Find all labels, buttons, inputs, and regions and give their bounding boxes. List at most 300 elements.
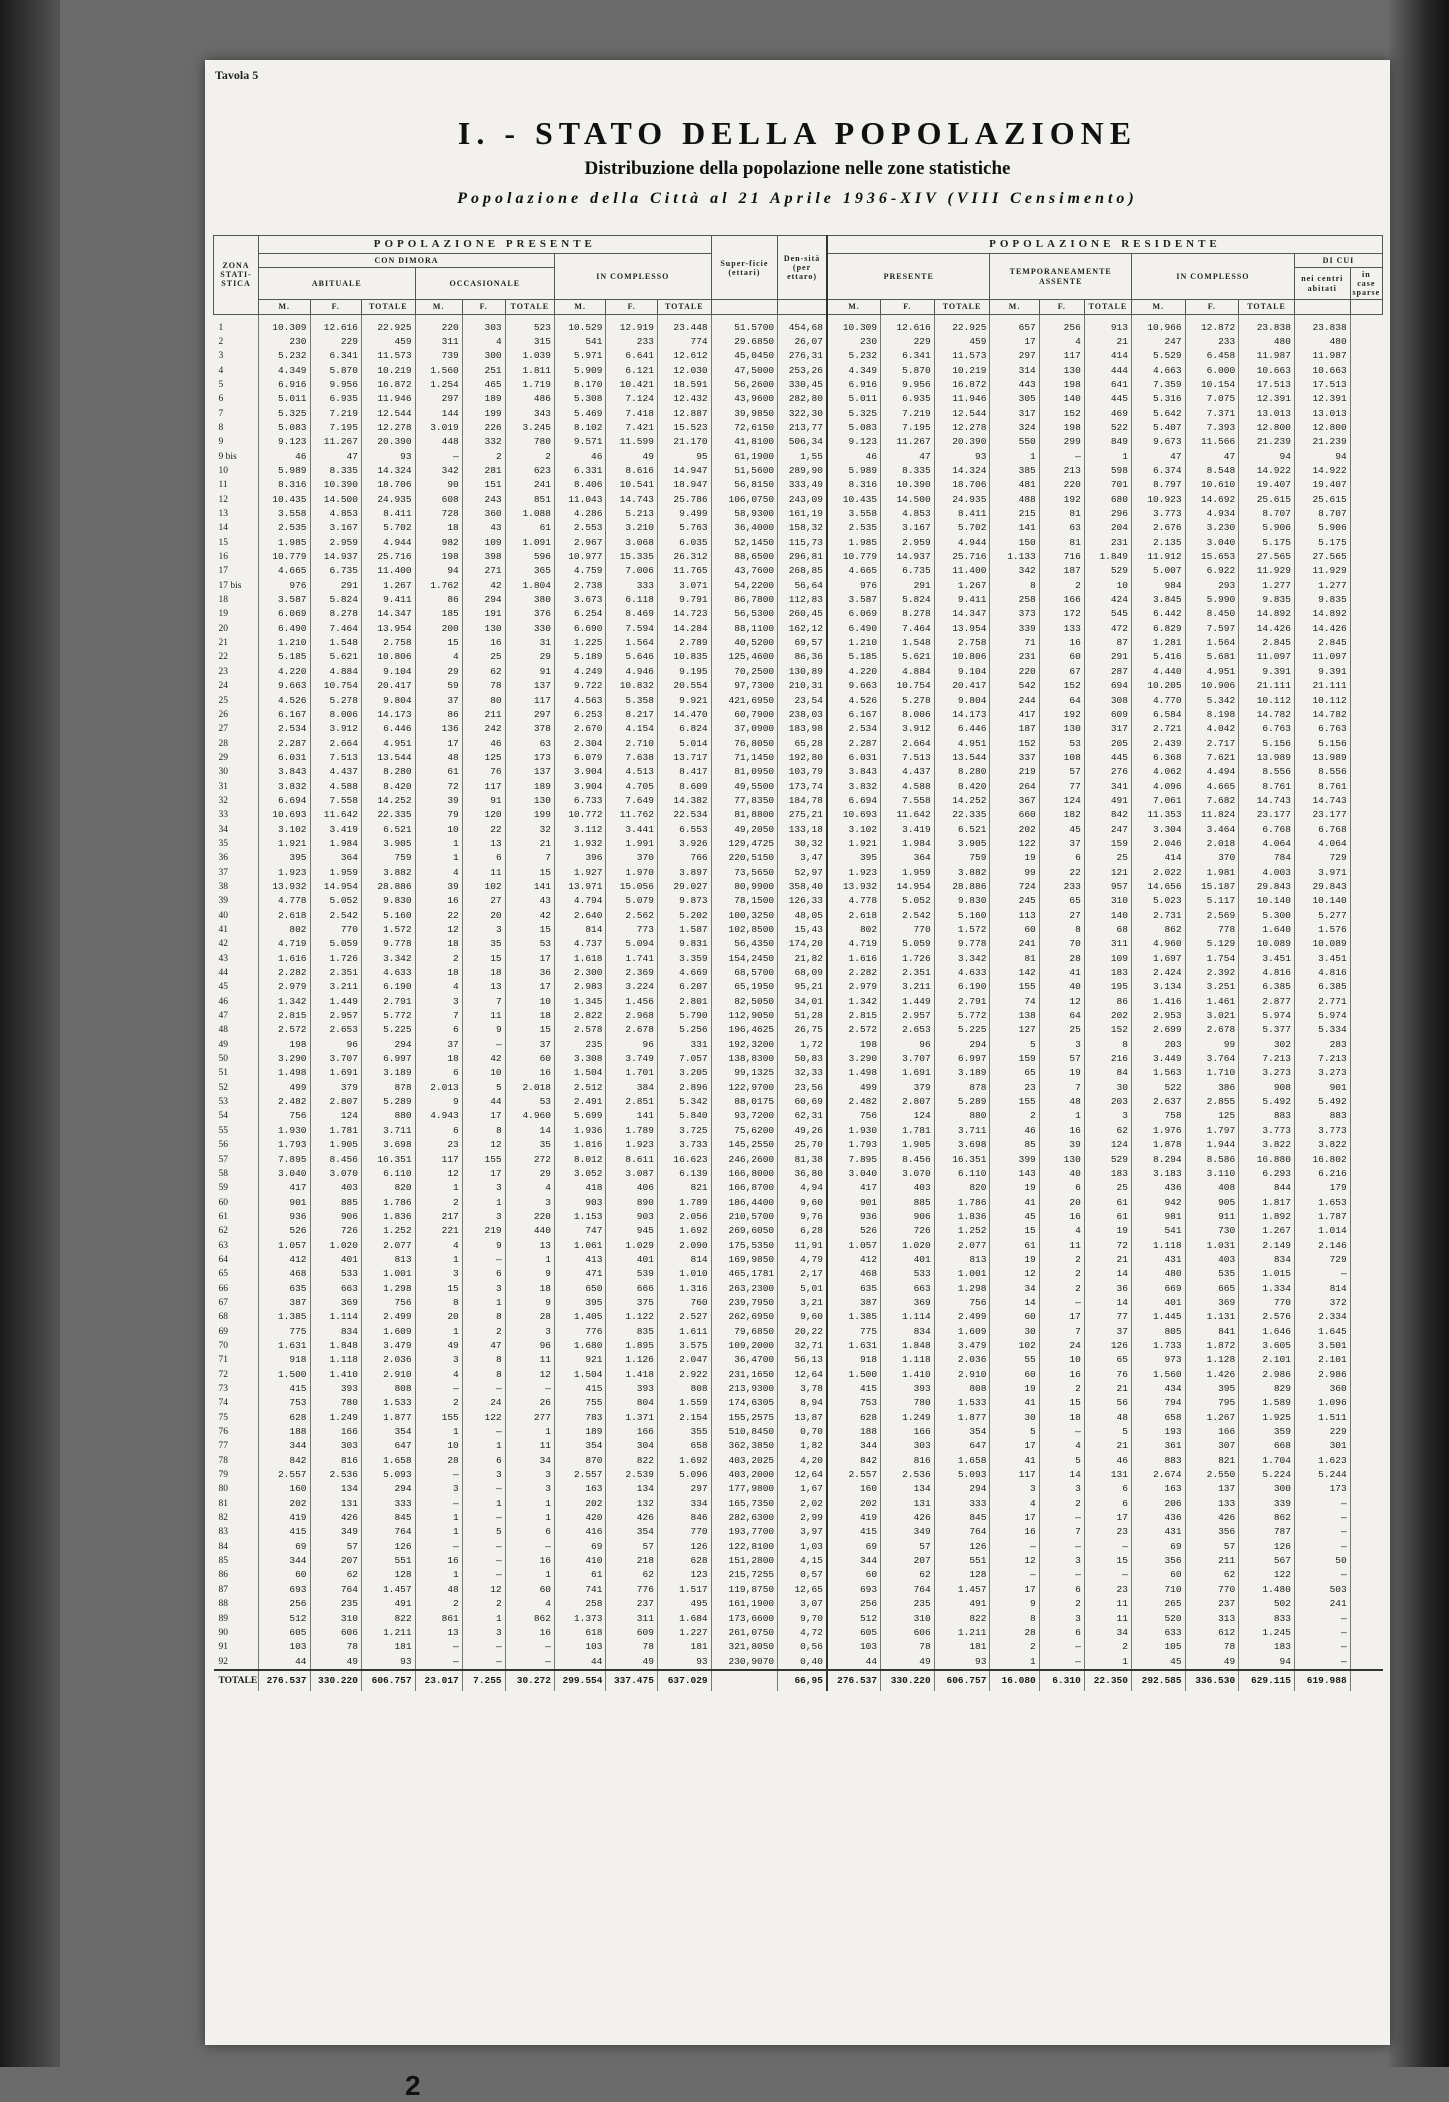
table-cell: 158,32: [778, 521, 827, 535]
table-cell: 2.369: [606, 966, 657, 980]
table-cell: —: [1294, 1525, 1350, 1539]
table-cell: 10.140: [1294, 894, 1350, 908]
table-cell: 86: [415, 708, 462, 722]
table-cell: 3,78: [778, 1382, 827, 1396]
table-cell: 1.589: [1239, 1396, 1295, 1410]
table-cell: 2.282: [827, 966, 881, 980]
table-cell: 14.324: [361, 464, 415, 478]
table-cell: 2.499: [934, 1310, 990, 1324]
table-cell: 7.638: [606, 751, 657, 765]
table-row: [214, 665, 1383, 679]
table-cell: —: [1039, 450, 1084, 464]
table-cell: 5.059: [310, 937, 361, 951]
table-cell: 635: [259, 1282, 310, 1296]
table-cell: 1.342: [827, 995, 881, 1009]
table-cell: 42: [462, 579, 505, 593]
table-cell: 780: [505, 435, 554, 449]
table-cell: 7: [1039, 1081, 1084, 1095]
table-cell: 6.190: [934, 980, 990, 994]
table-cell: 12.278: [934, 421, 990, 435]
table-cell: 343: [505, 407, 554, 421]
table-cell: 1: [462, 1196, 505, 1210]
table-cell: 80: [462, 694, 505, 708]
col-blank: [778, 300, 827, 314]
table-cell: 2.101: [1294, 1353, 1350, 1367]
table-cell: 10.205: [1131, 679, 1185, 693]
table-cell: 418: [554, 1181, 605, 1195]
table-cell: 56,4350: [711, 937, 777, 951]
table-cell: 10.390: [881, 478, 935, 492]
table-cell: 133: [1185, 1497, 1239, 1511]
table-cell: 6.694: [827, 794, 881, 808]
table-cell: 7.393: [1185, 421, 1239, 435]
table-cell: 53: [505, 1095, 554, 1109]
table-cell: 3.224: [606, 980, 657, 994]
table-cell: 10.390: [310, 478, 361, 492]
zone-cell: 21: [218, 638, 228, 649]
table-cell: 5.989: [827, 464, 881, 478]
table-cell: 126: [361, 1540, 415, 1554]
table-cell: 403: [1185, 1253, 1239, 1267]
table-cell: 138,8300: [711, 1052, 777, 1066]
table-cell: [1350, 1052, 1382, 1066]
table-cell: 5.870: [310, 364, 361, 378]
table-cell: 137: [1185, 1482, 1239, 1496]
table-cell: 426: [881, 1511, 935, 1525]
table-cell: 1.298: [361, 1282, 415, 1296]
table-cell: 8.316: [259, 478, 310, 492]
table-cell: 520: [1131, 1612, 1185, 1626]
table-cell: 16: [1039, 636, 1084, 650]
table-cell: 7.061: [1131, 794, 1185, 808]
table-cell: 155: [415, 1411, 462, 1425]
table-row: [214, 1425, 1383, 1439]
table-cell: 2.499: [361, 1310, 415, 1324]
table-cell: 6.490: [259, 622, 310, 636]
table-cell: 1.646: [1239, 1325, 1295, 1339]
table-cell: 2.536: [310, 1468, 361, 1482]
table-cell: [1350, 1038, 1382, 1052]
table-row: [214, 880, 1383, 894]
table-cell: 4.944: [361, 536, 415, 550]
table-cell: 845: [934, 1511, 990, 1525]
table-cell: 90: [415, 478, 462, 492]
table-cell: 131: [1084, 1468, 1131, 1482]
table-cell: 152: [990, 737, 1039, 751]
table-cell: 11.353: [1131, 808, 1185, 822]
table-cell: 14.347: [361, 607, 415, 621]
table-cell: 260,45: [778, 607, 827, 621]
table-cell: 414: [1084, 349, 1131, 363]
table-row: [214, 593, 1383, 607]
table-cell: 680: [1084, 493, 1131, 507]
table-cell: —: [990, 1540, 1039, 1554]
table-cell: 71,1450: [711, 751, 777, 765]
table-cell: 61: [415, 765, 462, 779]
table-cell: 921: [554, 1353, 605, 1367]
table-cell: 49: [881, 1655, 935, 1670]
table-cell: 491: [934, 1597, 990, 1611]
table-cell: 3.905: [934, 837, 990, 851]
table-cell: 12.030: [657, 364, 711, 378]
table-cell: 3: [462, 1210, 505, 1224]
table-cell: [1350, 636, 1382, 650]
table-cell: 75,6200: [711, 1124, 777, 1138]
table-cell: 169,9850: [711, 1253, 777, 1267]
table-cell: 20.554: [657, 679, 711, 693]
table-cell: 6.167: [827, 708, 881, 722]
table-cell: 202: [1084, 1009, 1131, 1023]
table-row: [214, 1038, 1383, 1052]
table-cell: 3: [462, 1468, 505, 1482]
table-cell: [1350, 1267, 1382, 1281]
table-cell: 2.771: [1294, 995, 1350, 1009]
zone-cell: 31: [218, 781, 228, 792]
table-row: [214, 364, 1383, 378]
table-cell: 14.892: [1239, 607, 1295, 621]
table-cell: 10: [415, 823, 462, 837]
table-cell: 1.057: [259, 1239, 310, 1253]
zone-cell: 76: [218, 1427, 228, 1438]
table-cell: 1.985: [259, 536, 310, 550]
table-cell: 1.029: [606, 1239, 657, 1253]
table-cell: 11.642: [310, 808, 361, 822]
table-cell: 1.456: [606, 995, 657, 1009]
table-cell: 1.020: [310, 1239, 361, 1253]
table-cell: 2.557: [827, 1468, 881, 1482]
table-cell: 16: [415, 894, 462, 908]
zone-cell: 55: [218, 1125, 228, 1136]
table-cell: 166: [881, 1425, 935, 1439]
zone-cell: 35: [218, 838, 228, 849]
table-cell: 78,1500: [711, 894, 777, 908]
table-cell: 3.021: [1185, 1009, 1239, 1023]
table-cell: 303: [462, 314, 505, 335]
table-cell: 3.205: [657, 1066, 711, 1080]
table-cell: 18: [415, 966, 462, 980]
table-cell: 19: [990, 1253, 1039, 1267]
table-cell: 6: [505, 1525, 554, 1539]
table-cell: 42: [505, 909, 554, 923]
table-cell: 17: [415, 737, 462, 751]
table-cell: 387: [827, 1296, 881, 1310]
table-cell: 189: [554, 1425, 605, 1439]
table-cell: 911: [1185, 1210, 1239, 1224]
table-cell: 125: [1185, 1109, 1239, 1123]
table-cell: 175,5350: [711, 1239, 777, 1253]
table-cell: 1: [415, 1253, 462, 1267]
table-cell: 4.064: [1239, 837, 1295, 851]
table-cell: 29.843: [1294, 880, 1350, 894]
table-cell: 296,81: [778, 550, 827, 564]
table-cell: 5.469: [554, 407, 605, 421]
table-cell: 154,2450: [711, 952, 777, 966]
table-cell: [1350, 1583, 1382, 1597]
table-cell: 7.513: [881, 751, 935, 765]
table-cell: 15.056: [606, 880, 657, 894]
table-cell: 60: [259, 1568, 310, 1582]
table-cell: 6.216: [1294, 1167, 1350, 1181]
table-cell: 21: [505, 837, 554, 851]
table-cell: 310: [881, 1612, 935, 1626]
table-cell: 60: [505, 1583, 554, 1597]
table-cell: 3.308: [554, 1052, 605, 1066]
table-row: [214, 1153, 1383, 1167]
table-cell: 2: [1039, 1267, 1084, 1281]
table-cell: 181: [361, 1640, 415, 1654]
table-cell: 76: [1084, 1368, 1131, 1382]
table-cell: [1350, 765, 1382, 779]
table-cell: 3.342: [934, 952, 990, 966]
table-cell: [1350, 1296, 1382, 1310]
of-which-header: DI CUI: [1294, 253, 1382, 267]
table-row: [214, 1382, 1383, 1396]
zone-cell: 66: [218, 1283, 228, 1294]
table-cell: 6.031: [259, 751, 310, 765]
table-cell: 18: [505, 1009, 554, 1023]
table-cell: 211: [462, 708, 505, 722]
table-cell: 360: [1294, 1382, 1350, 1396]
table-cell: 8.761: [1294, 780, 1350, 794]
table-cell: 247: [1084, 823, 1131, 837]
table-cell: 51,5600: [711, 464, 777, 478]
table-cell: 364: [881, 851, 935, 865]
table-cell: 3: [990, 1482, 1039, 1496]
table-cell: 233: [1185, 335, 1239, 349]
table-cell: [1350, 1411, 1382, 1425]
table-cell: 2,17: [778, 1267, 827, 1281]
table-cell: 78: [310, 1640, 361, 1654]
table-cell: 268,85: [778, 564, 827, 578]
table-cell: 231: [1084, 536, 1131, 550]
table-cell: 6: [415, 1023, 462, 1037]
table-cell: 25: [1039, 1023, 1084, 1037]
table-cell: 300: [462, 349, 505, 363]
table-cell: 237: [1185, 1597, 1239, 1611]
table-cell: 10.754: [881, 679, 935, 693]
table-cell: 11: [1084, 1597, 1131, 1611]
table-cell: [1350, 521, 1382, 535]
table-cell: 1: [415, 851, 462, 865]
table-cell: 198: [415, 550, 462, 564]
table-cell: 1: [1084, 450, 1131, 464]
table-cell: 1.517: [657, 1583, 711, 1597]
table-row: [214, 478, 1383, 492]
table-cell: 231,1650: [711, 1368, 777, 1382]
table-cell: 9.778: [361, 937, 415, 951]
table-cell: 18: [505, 1282, 554, 1296]
table-cell: [1350, 995, 1382, 1009]
table-cell: 488: [990, 493, 1039, 507]
table-cell: 3.971: [1294, 866, 1350, 880]
table-cell: 122,8100: [711, 1540, 777, 1554]
table-row: [214, 1339, 1383, 1353]
table-cell: 49: [415, 1339, 462, 1353]
table-cell: 6.069: [827, 607, 881, 621]
table-cell: 5.225: [361, 1023, 415, 1037]
table-cell: 211: [1185, 1554, 1239, 1568]
table-cell: 4: [505, 1181, 554, 1195]
table-cell: 2.664: [310, 737, 361, 751]
table-cell: 976: [259, 579, 310, 593]
zone-cell: 38: [218, 881, 228, 892]
table-cell: 191: [462, 607, 505, 621]
table-cell: 981: [1131, 1210, 1185, 1224]
table-cell: 9.663: [259, 679, 310, 693]
table-cell: 1.128: [1185, 1353, 1239, 1367]
table-cell: 444: [1084, 364, 1131, 378]
table-cell: 40: [1039, 1167, 1084, 1181]
table-cell: 833: [1239, 1612, 1295, 1626]
table-cell: 8.294: [1131, 1153, 1185, 1167]
table-cell: 395: [554, 1296, 605, 1310]
table-cell: 7.895: [259, 1153, 310, 1167]
table-cell: 151,2800: [711, 1554, 777, 1568]
table-cell: 7.594: [606, 622, 657, 636]
table-cell: 310: [310, 1612, 361, 1626]
table-cell: —: [415, 1540, 462, 1554]
table-cell: 5.989: [259, 464, 310, 478]
table-cell: 354: [606, 1525, 657, 1539]
table-cell: 132: [606, 1497, 657, 1511]
table-cell: 15: [505, 866, 554, 880]
table-row: [214, 435, 1383, 449]
table-cell: 218: [606, 1554, 657, 1568]
table-cell: 2.758: [934, 636, 990, 650]
table-cell: —: [1294, 1540, 1350, 1554]
table-cell: 2.534: [827, 722, 881, 736]
table-cell: 693: [827, 1583, 881, 1597]
table-cell: 46: [554, 450, 605, 464]
table-cell: 181: [934, 1640, 990, 1654]
table-cell: 1: [415, 1425, 462, 1439]
table-cell: 56,13: [778, 1353, 827, 1367]
table-cell: 862: [505, 1612, 554, 1626]
table-cell: 2: [990, 1109, 1039, 1123]
table-cell: 1.923: [606, 1138, 657, 1152]
table-cell: 11.400: [361, 564, 415, 578]
table-cell: 183: [1084, 966, 1131, 980]
table-cell: 11.912: [1131, 550, 1185, 564]
table-cell: 6.446: [361, 722, 415, 736]
table-cell: 361: [1131, 1439, 1185, 1453]
table-cell: 10.977: [554, 550, 605, 564]
zone-cell: 27: [218, 724, 228, 735]
zone-cell: 71: [218, 1355, 228, 1366]
table-cell: 623: [505, 464, 554, 478]
table-cell: 2.287: [827, 737, 881, 751]
table-cell: 6.442: [1131, 607, 1185, 621]
table-row: [214, 794, 1383, 808]
table-cell: 415: [259, 1382, 310, 1396]
table-cell: 4.951: [934, 737, 990, 751]
table-cell: 152: [1039, 679, 1084, 693]
table-cell: 4.349: [827, 364, 881, 378]
table-cell: 12.616: [881, 314, 935, 335]
table-cell: 5.117: [1185, 894, 1239, 908]
table-cell: 1: [415, 1568, 462, 1582]
table-cell: 20.417: [934, 679, 990, 693]
table-cell: 229: [310, 335, 361, 349]
table-cell: 23.448: [657, 314, 711, 335]
table-cell: 5.358: [606, 694, 657, 708]
table-cell: 241: [990, 937, 1039, 951]
table-cell: 294: [934, 1038, 990, 1052]
table-cell: 491: [361, 1597, 415, 1611]
table-cell: [1350, 1081, 1382, 1095]
table-cell: 14.426: [1239, 622, 1295, 636]
table-cell: 885: [881, 1196, 935, 1210]
table-cell: 1.533: [361, 1396, 415, 1410]
table-cell: 6.521: [934, 823, 990, 837]
table-cell: 2.791: [361, 995, 415, 1009]
table-cell: 8.456: [310, 1153, 361, 1167]
table-row: [214, 980, 1383, 994]
table-cell: 403: [881, 1181, 935, 1195]
table-cell: 22.350: [1084, 1670, 1131, 1691]
table-cell: 11.097: [1239, 650, 1295, 664]
table-cell: —: [505, 1655, 554, 1670]
table-cell: 4.096: [1131, 780, 1185, 794]
table-cell: 5.699: [554, 1109, 605, 1123]
table-cell: 22: [415, 909, 462, 923]
table-row: [214, 1497, 1383, 1511]
table-cell: 215: [990, 507, 1039, 521]
table-cell: 1: [462, 1439, 505, 1453]
table-cell: 161,19: [778, 507, 827, 521]
table-cell: 12.391: [1239, 392, 1295, 406]
table-cell: 8.278: [310, 607, 361, 621]
table-cell: 8: [990, 1612, 1039, 1626]
table-cell: 13: [415, 1626, 462, 1640]
table-cell: [1350, 464, 1382, 478]
table-cell: 159: [1084, 837, 1131, 851]
zone-header: ZONA STATI-STICA: [214, 236, 259, 315]
table-cell: 60: [990, 923, 1039, 937]
table-cell: 8: [1084, 1038, 1131, 1052]
table-cell: 57: [1185, 1540, 1239, 1554]
table-cell: 2.557: [259, 1468, 310, 1482]
table-cell: 247: [1131, 335, 1185, 349]
table-cell: 2.791: [934, 995, 990, 1009]
table-cell: 4: [415, 1239, 462, 1253]
table-cell: 25.615: [1239, 493, 1295, 507]
table-cell: 5.011: [259, 392, 310, 406]
table-cell: 199: [462, 407, 505, 421]
page-title: I. - STATO DELLA POPOLAZIONE: [457, 115, 1138, 151]
table-cell: 4.884: [881, 665, 935, 679]
table-cell: 358,40: [778, 880, 827, 894]
table-cell: 37: [1084, 1325, 1131, 1339]
zone-cell: 92: [218, 1656, 228, 1667]
table-cell: 459: [361, 335, 415, 349]
table-cell: 3.882: [934, 866, 990, 880]
table-cell: [1350, 1482, 1382, 1496]
table-cell: 6.118: [606, 593, 657, 607]
table-cell: [1350, 880, 1382, 894]
table-cell: 14.324: [934, 464, 990, 478]
table-row: [214, 1253, 1383, 1267]
table-cell: 242: [462, 722, 505, 736]
table-cell: 3.189: [361, 1066, 415, 1080]
table-cell: 1.576: [1294, 923, 1350, 937]
table-cell: 160: [827, 1482, 881, 1496]
zone-cell: 29: [218, 752, 228, 763]
table-cell: [1350, 1497, 1382, 1511]
table-cell: 291: [310, 579, 361, 593]
table-cell: 1.449: [881, 995, 935, 1009]
table-cell: 150: [990, 536, 1039, 550]
